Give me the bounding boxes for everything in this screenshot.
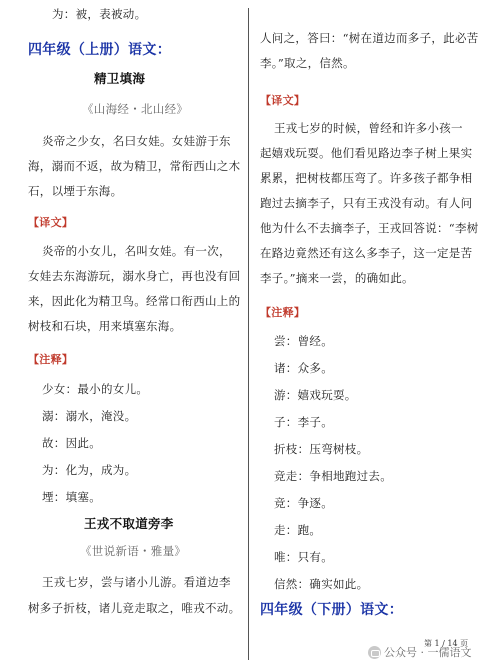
note-line: 子：李子。 <box>274 415 333 429</box>
note-line: 为：化为，成为。 <box>42 463 137 477</box>
page-number: 第 1 / 14 页 <box>424 639 469 648</box>
text-line: 跑过去摘李子，只有王戎没有动。有人问 <box>260 196 473 210</box>
text-line: 炎帝的小女儿，名叫女娃。有一次， <box>42 244 231 258</box>
wechat-icon <box>368 646 381 659</box>
text-line: 李子。”摘来一尝，的确如此。 <box>260 271 414 285</box>
section-label-yiwen: 【译文】 <box>260 94 306 107</box>
text-line: 树枝和石块，用来填塞东海。 <box>28 319 182 333</box>
text-line: 树多子折枝，诸儿竞走取之，唯戎不动。 <box>28 601 241 615</box>
text-line: 王戎七岁，尝与诸小儿游。看道边李 <box>42 575 231 589</box>
story-source: 《世说新语・雅量》 <box>80 544 187 558</box>
note-line: 竞走：争相地跑过去。 <box>274 469 392 483</box>
note-line: 走：跑。 <box>274 523 322 537</box>
text-line: 王戎七岁的时候，曾经和许多小孩一 <box>274 121 463 135</box>
text-line: 海，溺而不返，故为精卫，常衔西山之木 <box>28 159 241 173</box>
grade-heading-up: 四年级（上册）语文： <box>28 42 171 58</box>
watermark-text: 公众号 · 一儒语文 <box>384 646 472 659</box>
note-line: 堙：填塞。 <box>42 490 101 504</box>
note-line: 唯：只有。 <box>274 550 333 564</box>
text-line: 在路边竟然还有这么多李子，这一定是苦 <box>260 246 473 260</box>
text-line: 累累，把树枝都压弯了。许多孩子都争相 <box>260 171 473 185</box>
note-line: 竞：争逐。 <box>274 496 333 510</box>
text-line: 李。”取之，信然。 <box>260 56 355 70</box>
note-line: 游：嬉戏玩耍。 <box>274 388 357 402</box>
column-divider <box>248 8 249 660</box>
note-line: 折枝：压弯树枝。 <box>274 442 369 456</box>
watermark <box>368 644 472 660</box>
note-line: 溺：溺水，淹没。 <box>42 409 137 423</box>
note-line: 尝：曾经。 <box>274 334 333 348</box>
note-line: 诸：众多。 <box>274 361 333 375</box>
section-label-yiwen: 【译文】 <box>28 216 74 229</box>
text-line: 人问之，答曰：“树在道边而多子，此必苦 <box>260 31 479 45</box>
note-line: 故：因此。 <box>42 436 101 450</box>
note-line: 信然：确实如此。 <box>274 577 369 591</box>
text-line: 为：被，表被动。 <box>52 7 147 21</box>
text-line: 起嬉戏玩耍。他们看见路边李子树上果实 <box>260 146 473 160</box>
text-line: 来，因此化为精卫鸟。经常口衔西山上的 <box>28 294 241 308</box>
story-source: 《山海经・北山经》 <box>82 102 189 116</box>
section-label-zhushi: 【注释】 <box>260 306 306 319</box>
story-title: 王戎不取道旁李 <box>84 516 174 531</box>
text-line: 他为什么不去摘李子，王戎回答说：“李树 <box>260 221 479 235</box>
text-line: 女娃去东海游玩，溺水身亡，再也没有回 <box>28 269 241 283</box>
story-title: 精卫填海 <box>94 71 146 86</box>
note-line: 少女：最小的女儿。 <box>42 382 149 396</box>
text-line: 石，以堙于东海。 <box>28 184 123 198</box>
section-label-zhushi: 【注释】 <box>28 353 74 366</box>
grade-heading-down: 四年级（下册）语文： <box>260 602 403 618</box>
text-line: 炎帝之少女，名曰女娃。女娃游于东 <box>42 134 231 148</box>
